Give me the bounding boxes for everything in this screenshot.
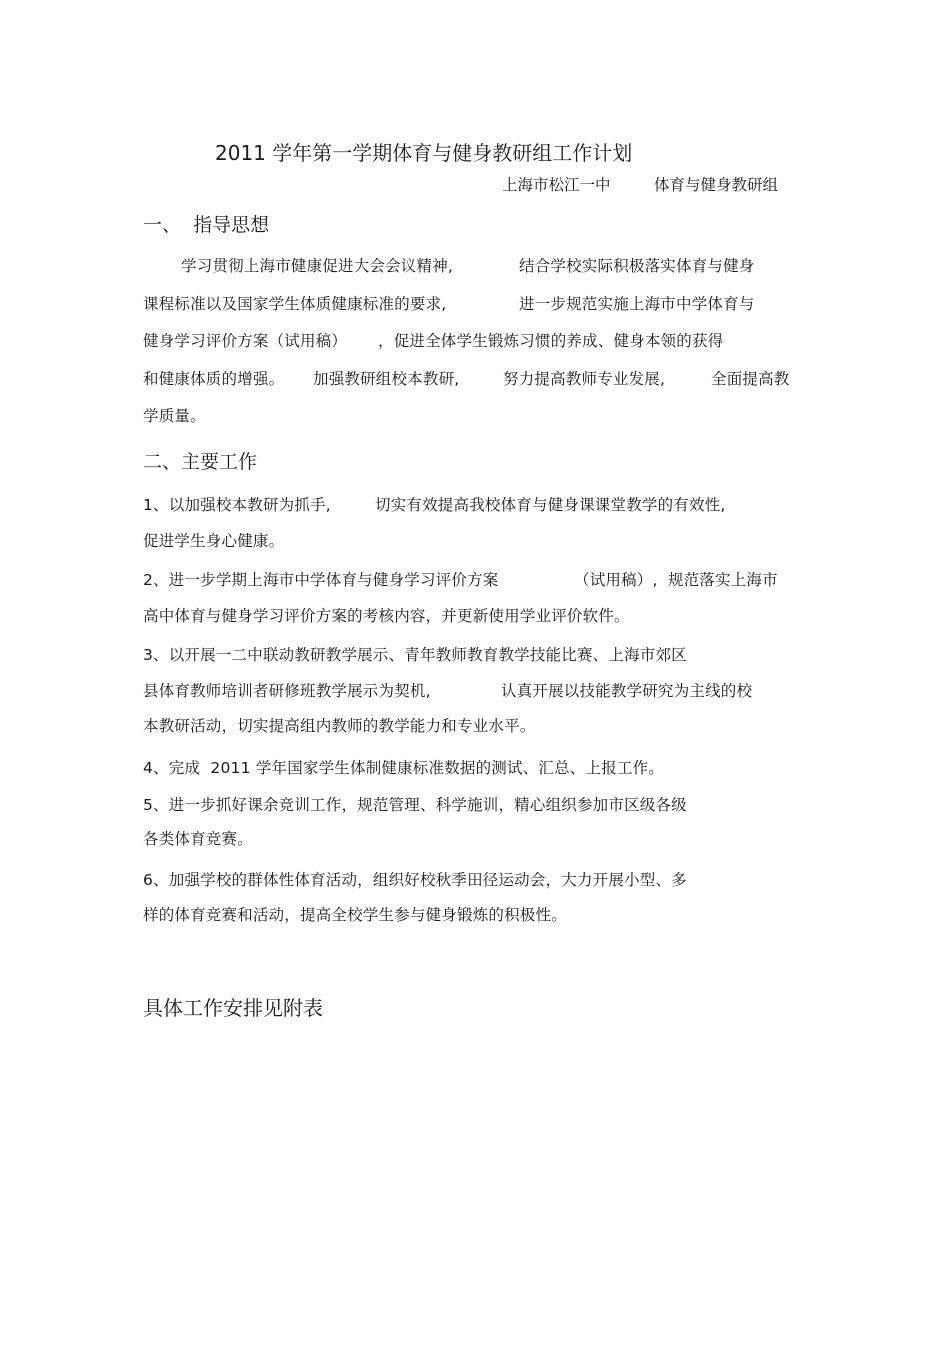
paragraph-line: 努力提高教师专业发展,: [503, 370, 666, 388]
list-item: 各类体育竞赛。: [143, 830, 253, 848]
paragraph-line: 学习贯彻上海市健康促进大会会议精神,: [181, 257, 454, 275]
list-item: 2、进一步学期上海市中学体育与健身学习评价方案: [143, 571, 499, 589]
paragraph-line: 全面提高教: [711, 370, 790, 388]
school-name: 上海市松江一中: [502, 176, 611, 194]
list-item: 高中体育与健身学习评价方案的考核内容，并更新使用学业评价软件。: [143, 607, 630, 625]
list-item: 认真开展以技能教学研究为主线的校: [501, 682, 753, 700]
list-item: 本教研活动，切实提高组内教师的教学能力和专业水平。: [143, 717, 536, 735]
paragraph-line: 健身学习评价方案（试用稿）: [143, 332, 348, 350]
paragraph-line: 学质量。: [143, 407, 206, 425]
list-item: 切实有效提高我校体育与健身课课堂教学的有效性,: [375, 496, 726, 514]
paragraph-line: 加强教研组校本教研,: [313, 370, 460, 388]
paragraph-line: 进一步规范实施上海市中学体育与: [519, 295, 755, 313]
closing-note: 具体工作安排见附表: [143, 996, 323, 1020]
section-heading-guiding-ideas: 一、 指导思想: [143, 214, 270, 236]
paragraph-line: 结合学校实际积极落实体育与健身: [519, 257, 755, 275]
section-heading-main-work: 二、主要工作: [143, 451, 258, 473]
list-item: （试用稿）, 规范落实上海市: [574, 571, 778, 589]
list-item: 促进学生身心健康。: [143, 532, 285, 550]
list-item: 3、以开展一二中联动教研教学展示、青年教师教育教学技能比赛、上海市郊区: [143, 646, 687, 664]
group-name: 体育与健身教研组: [654, 176, 779, 194]
paragraph-line: 课程标准以及国家学生体质健康标准的要求,: [143, 295, 447, 313]
list-item: 5、进一步抓好课余竞训工作，规范管理、科学施训，精心组织参加市区级各级: [143, 796, 687, 814]
list-item: 样的体育竞赛和活动，提高全校学生参与健身锻炼的积极性。: [143, 906, 567, 924]
paragraph-line: ，促进全体学生锻炼习惯的养成、健身本领的获得: [378, 332, 724, 350]
list-item: 4、完成 2011 学年国家学生体制健康标准数据的测试、汇总、上报工作。: [143, 759, 664, 777]
paragraph-line: 和健康体质的增强。: [143, 370, 285, 388]
document-title: 2011 学年第一学期体育与健身教研组工作计划: [215, 141, 633, 165]
list-item: 6、加强学校的群体性体育活动，组织好校秋季田径运动会，大力开展小型、多: [143, 871, 687, 889]
list-item: 1、以加强校本教研为抓手,: [143, 496, 331, 514]
list-item: 县体育教师培训者研修班教学展示为契机,: [143, 682, 431, 700]
